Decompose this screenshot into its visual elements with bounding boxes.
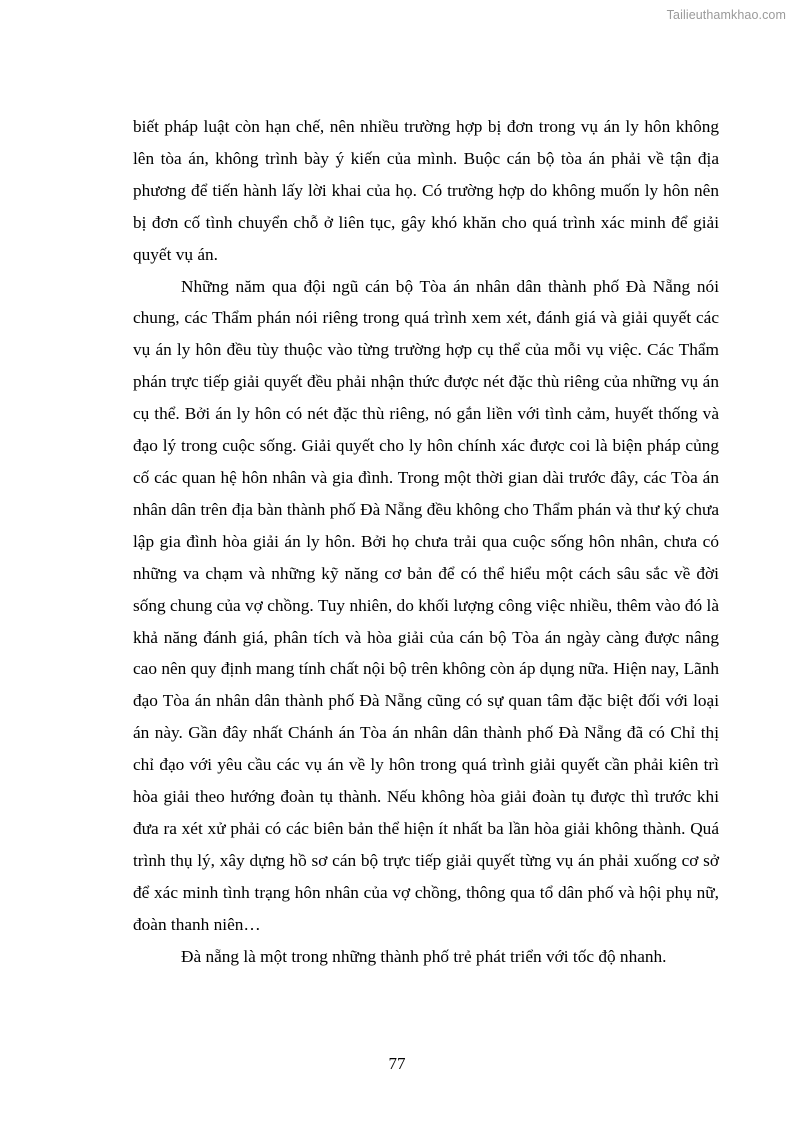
document-body: [133, 111, 719, 972]
paragraph-continuation: biết pháp luật còn hạn chế, nên nhiều trường hợp bị đơn trong vụ án ly hôn không lên tòa án, không trình bày ý kiến của mình. Buộc cán bộ tòa án phải về tận địa phương để tiến hành lấy lời khai của họ. Có trường hợp do không muốn ly hôn nên bị đơn cố tình chuyển chỗ ở liên tục, gây khó khăn cho quá trình xác minh để giải quyết vụ án.: [133, 117, 719, 264]
paragraph-court-practice: Những năm qua đội ngũ cán bộ Tòa án nhân dân thành phố Đà Nẵng nói chung, các Thẩm phán nói riêng trong quá trình xem xét, đánh giá và giải quyết các vụ án ly hôn đều tùy thuộc vào từng trường hợp cụ thể của mỗi vụ việc. Các Thẩm phán trực tiếp giải quyết đều phải nhận thức được nét đặc thù riêng của những vụ án cụ thể. Bởi án ly hôn có nét đặc thù riêng, nó gắn liền với tình cảm, huyết thống và đạo lý trong cuộc sống. Giải quyết cho ly hôn chính xác được coi là biện pháp củng cố các quan hệ hôn nhân và gia đình. Trong một thời gian dài trước đây, các Tòa án nhân dân trên địa bàn thành phố Đà Nẵng đều không cho Thẩm phán và thư ký chưa lập gia đình hòa giải án ly hôn. Bởi họ chưa trải qua cuộc sống hôn nhân, chưa có những va chạm và những kỹ năng cơ bản để có thể hiểu một cách sâu sắc về đời sống chung của vợ chồng. Tuy nhiên, do khối lượng công việc nhiều, thêm vào đó là khả năng đánh giá, phân tích và hòa giải của cán bộ Tòa án ngày càng được nâng cao nên quy định mang tính chất nội bộ trên không còn áp dụng nữa. Hiện nay, Lãnh đạo Tòa án nhân dân thành phố Đà Nẵng cũng có sự quan tâm đặc biệt đối với loại án này. Gần đây nhất Chánh án Tòa án nhân dân thành phố Đà Nẵng đã có Chỉ thị chỉ đạo với yêu cầu các vụ án về ly hôn trong quá trình giải quyết cần phải kiên trì hòa giải theo hướng đoàn tụ thành. Nếu không hòa giải đoàn tụ được thì trước khi đưa ra xét xử phải có các biên bản thể hiện ít nhất ba lần hòa giải không thành. Quá trình thụ lý, xây dựng hồ sơ cán bộ trực tiếp giải quyết từng vụ án phải xuống cơ sở để xác minh tình trạng hôn nhân của vợ chồng, thông qua tổ dân phố và hội phụ nữ, đoàn thanh niên…: [133, 276, 719, 934]
page-number: 77: [388, 1054, 406, 1073]
site-watermark: Tailieuthamkhao.com: [666, 8, 786, 22]
paragraph-da-nang-growth: Đà nẵng là một trong những thành phố trẻ phát triển với tốc độ nhanh.: [181, 946, 667, 966]
